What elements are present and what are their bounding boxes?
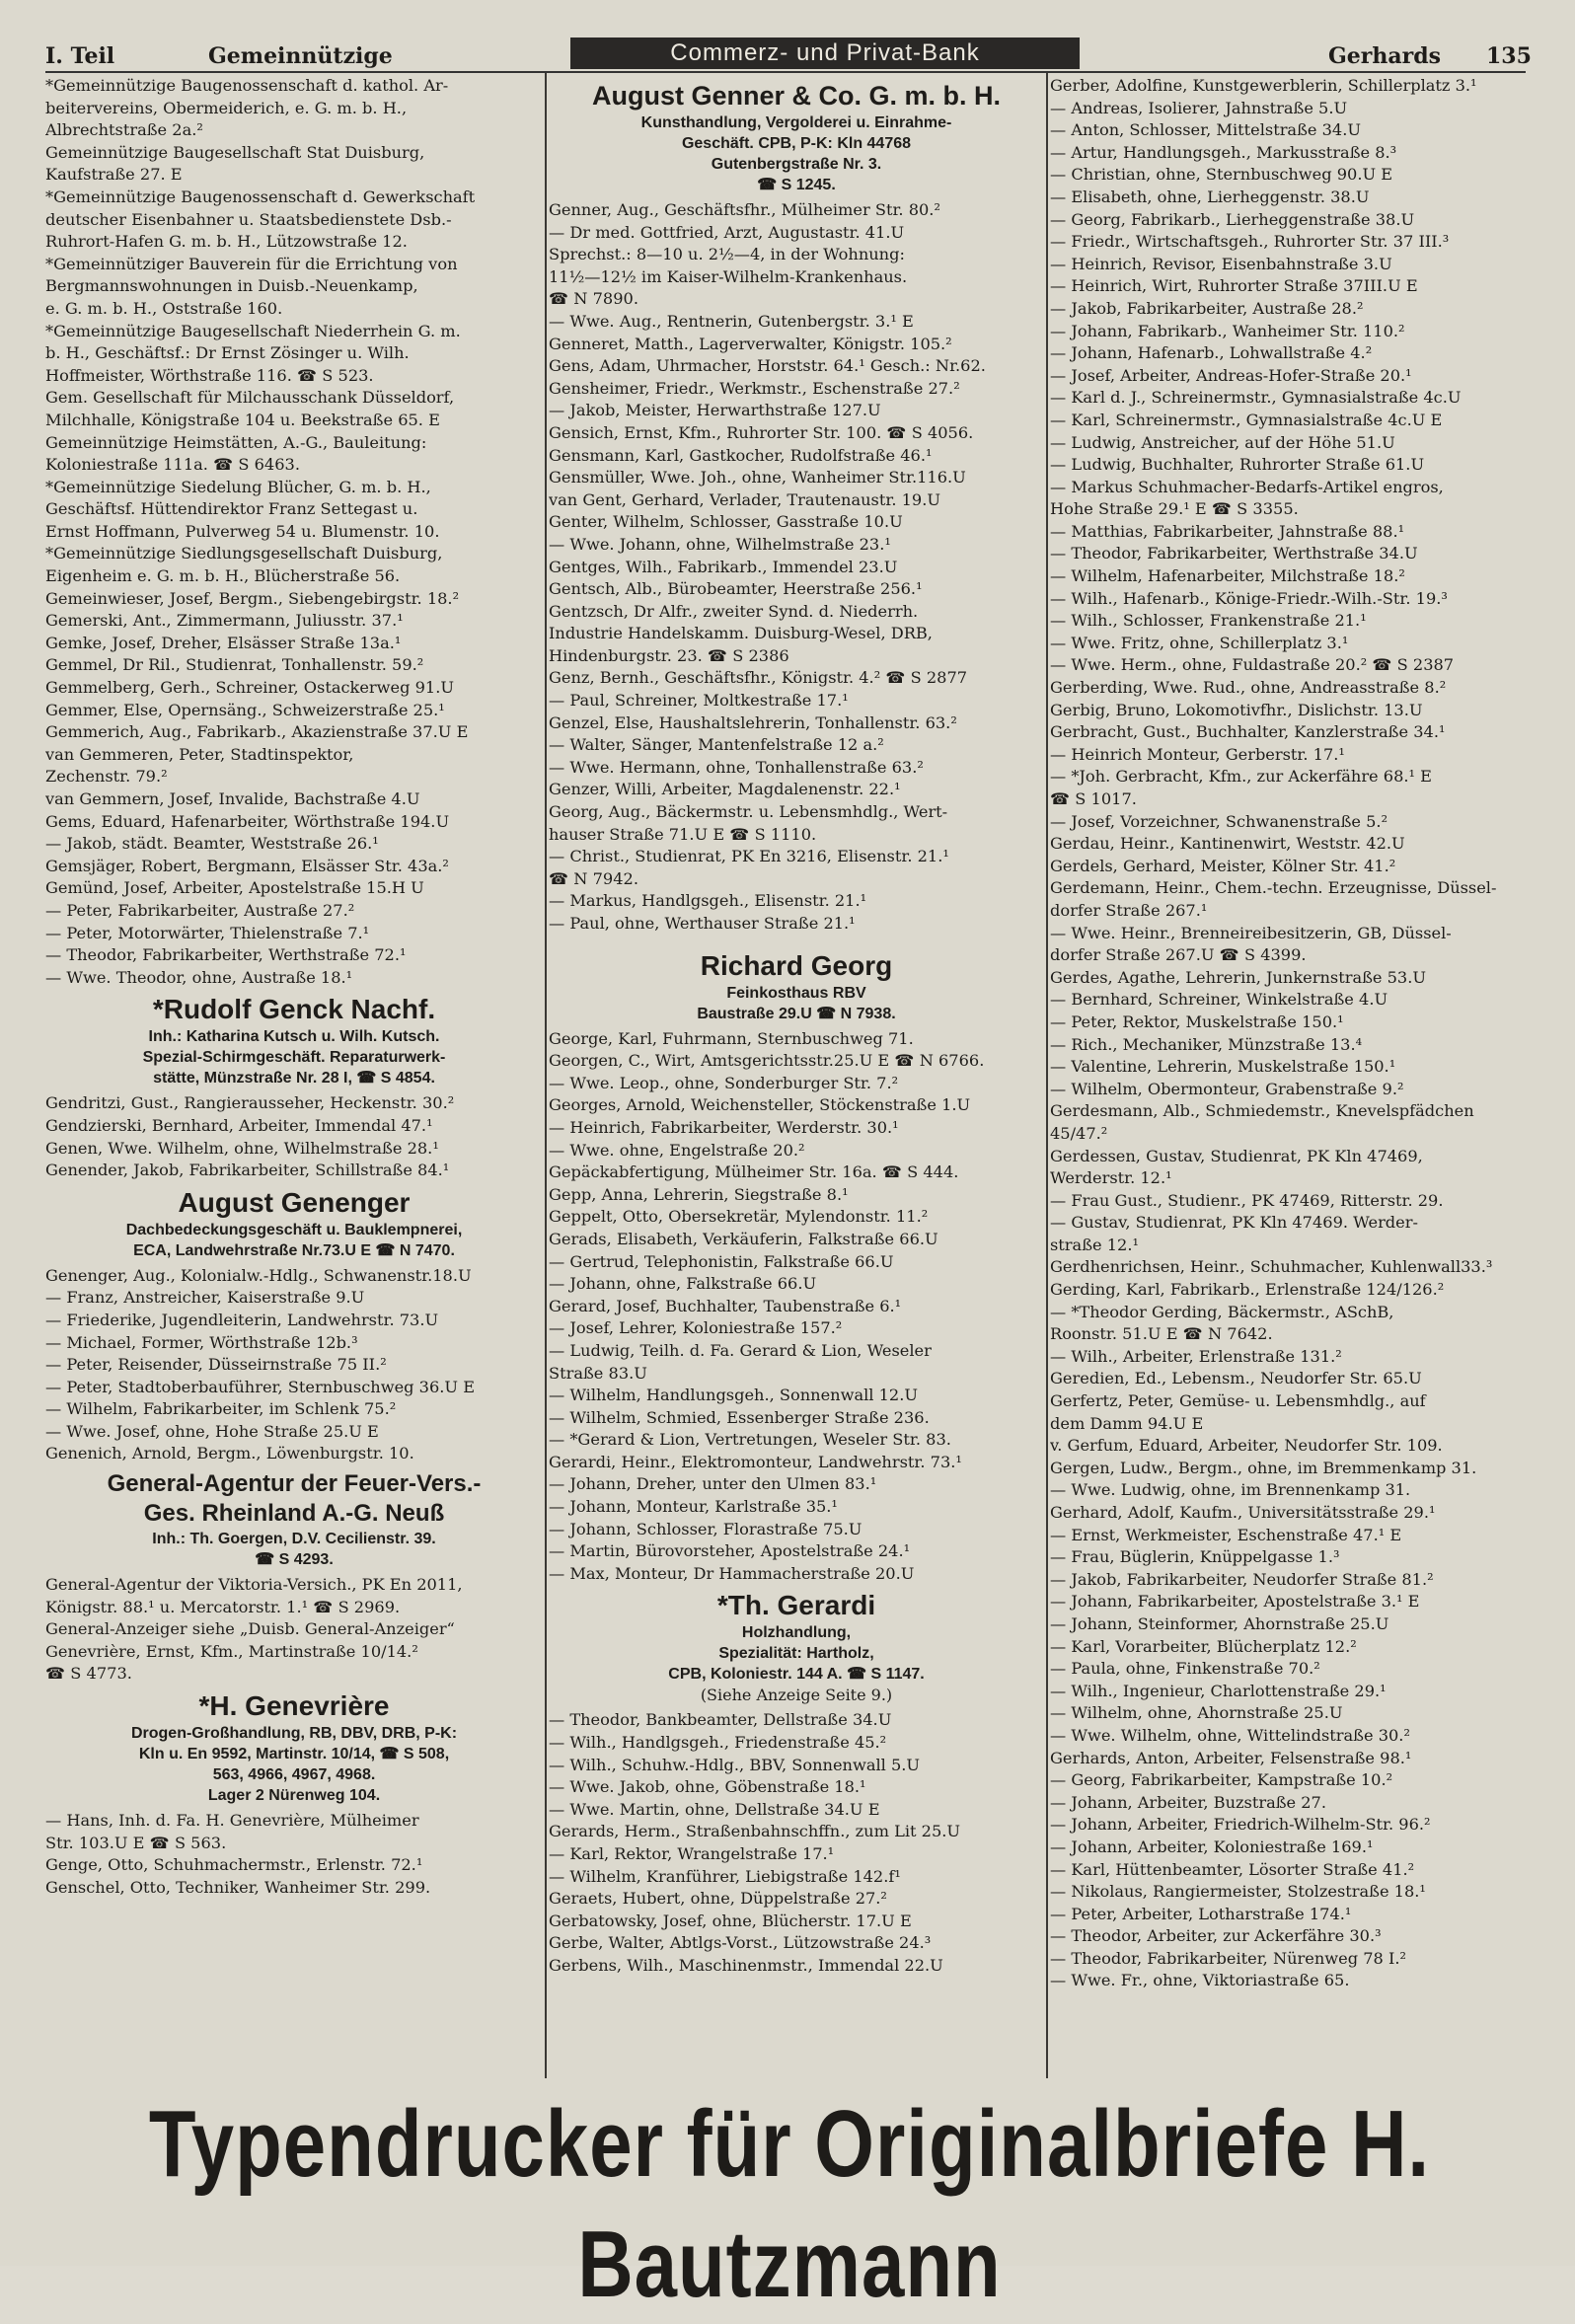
ad-title: Ges. Rheinland A.-G. Neuß xyxy=(143,1500,445,1528)
directory-entry: — Karl d. J., Schreinermstr., Gymnasialstraße 4c.U xyxy=(1050,388,1462,408)
directory-entry: Gerdels, Gerhard, Meister, Kölner Str. 41.² xyxy=(1050,856,1396,875)
directory-entry: Genge, Otto, Schuhmachermstr., Erlenstr. 72.¹ xyxy=(45,1855,423,1875)
directory-entry: Hindenburgstr. 23. ☎ S 2386 xyxy=(549,645,789,665)
directory-entry: — Gustav, Studienrat, PK Kln 47469. Werder- xyxy=(1050,1213,1418,1233)
directory-entry: — Wwe. Aug., Rentnerin, Gutenbergstr. 3.¹ E xyxy=(549,311,914,331)
column-2 xyxy=(549,75,1044,2078)
directory-entry: — *Theodor Gerding, Bäckermstr., ASchB, xyxy=(1050,1302,1394,1321)
directory-entry: Gentsch, Alb., Bürobeamter, Heerstraße 256.¹ xyxy=(549,579,923,599)
directory-entry: General-Agentur der Viktoria-Versich., PK En 2011, xyxy=(45,1575,463,1595)
directory-entry: Gensmann, Karl, Gastkocher, Rudolfstraße 46.¹ xyxy=(549,445,933,465)
directory-entry: Gemerski, Ant., Zimmermann, Juliusstr. 37.¹ xyxy=(45,611,404,631)
directory-entry: Gerbe, Walter, Abtlgs-Vorst., Lützowstraße 24.³ xyxy=(549,1933,932,1953)
directory-entry: — Johann, Fabrikarbeiter, Apostelstraße 3.¹ E xyxy=(1050,1592,1420,1612)
directory-entry: — Jakob, städt. Beamter, Weststraße 26.¹ xyxy=(45,834,379,854)
directory-entry: — Friedr., Wirtschaftsgeh., Ruhrorter Str. 37 III.³ xyxy=(1050,232,1450,252)
directory-entry: Gensheimer, Friedr., Werkmstr., Eschenstraße 27.² xyxy=(549,378,960,398)
directory-entry: — Rich., Mechaniker, Münzstraße 13.⁴ xyxy=(1050,1034,1363,1054)
ad-general-agentur xyxy=(45,1469,543,1570)
directory-entry: *Gemeinnützige Baugenossenschaft d. Gewerkschaft xyxy=(45,187,476,206)
directory-entry: — Wilh., Schuhw.-Hdlg., BBV, Sonnenwall 5.U xyxy=(549,1755,921,1774)
directory-entry: Gerdau, Heinr., Kantinenwirt, Weststr. 42.U xyxy=(1050,834,1405,854)
directory-entry: — Jakob, Meister, Herwarthstraße 127.U xyxy=(549,401,881,420)
directory-entry: Genz, Bernh., Geschäftsfhr., Königstr. 4.² ☎ S 2877 xyxy=(549,668,968,688)
directory-entry: — Johann, Arbeiter, Buzstraße 27. xyxy=(1050,1792,1326,1812)
directory-entry: Kaufstraße 27. E xyxy=(45,165,183,185)
directory-entry: Zechenstr. 79.² xyxy=(45,767,168,787)
ad-line: Kln u. En 9592, Martinstr. 10/14, ☎ S 508, xyxy=(138,1746,450,1763)
directory-entry: — Michael, Former, Wörthstraße 12b.³ xyxy=(45,1332,358,1352)
directory-entry: — Theodor, Fabrikarbeiter, Nürenweg 78 I.² xyxy=(1050,1948,1406,1968)
directory-entry: Gerdhenrichsen, Heinr., Schuhmacher, Kuhlenwall33.³ xyxy=(1050,1257,1493,1277)
directory-entry: — Wwe. Leop., ohne, Sonderburger Str. 7.² xyxy=(549,1073,899,1092)
directory-entry: — Karl, Hüttenbeamter, Lösorter Straße 41.² xyxy=(1050,1859,1415,1879)
directory-entry: Gensich, Ernst, Kfm., Ruhrorter Str. 100. ☎ S 4056. xyxy=(549,422,974,442)
section-keyword-right: Gerhards xyxy=(1328,43,1441,69)
ad-line: CPB, Koloniestr. 144 A. ☎ S 1147. xyxy=(668,1666,925,1684)
directory-entry: Gerding, Karl, Fabrikarb., Erlenstraße 124/126.² xyxy=(1050,1280,1445,1300)
directory-entry: — Christ., Studienrat, PK En 3216, Elisenstr. 21.¹ xyxy=(549,847,949,866)
directory-entry: ☎ N 7942. xyxy=(549,868,638,888)
directory-entry: — Theodor, Fabrikarbeiter, Werthstraße 34.U xyxy=(1050,544,1418,563)
directory-entry: — Paula, ohne, Finkenstraße 70.² xyxy=(1050,1659,1320,1679)
directory-entry: — Wilhelm, Kranführer, Liebigstraße 142.f¹ xyxy=(549,1866,901,1886)
directory-entry: Gemke, Josef, Dreher, Elsässer Straße 13a.¹ xyxy=(45,633,402,652)
directory-entry: Genenich, Arnold, Bergm., Löwenburgstr. 10. xyxy=(45,1444,414,1463)
directory-entry: Gepäckabfertigung, Mülheimer Str. 16a. ☎ S 444. xyxy=(549,1162,959,1182)
directory-entry: Hohe Straße 29.¹ E ☎ S 3355. xyxy=(1050,499,1299,519)
directory-entry: van Gemmern, Josef, Invalide, Bachstraße 4.U xyxy=(45,789,420,808)
directory-entry: ☎ S 4773. xyxy=(45,1664,132,1684)
directory-entry: Gerfertz, Peter, Gemüse- u. Lebensmhdlg., auf xyxy=(1050,1391,1426,1411)
ad-line: Spezialität: Hartholz, xyxy=(718,1645,874,1663)
ad-title: August Genenger xyxy=(178,1186,411,1218)
directory-entry: — Wilh., Schlosser, Frankenstraße 21.¹ xyxy=(1050,611,1367,631)
directory-entry: Ernst Hoffmann, Pulverweg 54 u. Blumenstr. 10. xyxy=(45,521,440,541)
directory-entry: — Andreas, Isolierer, Jahnstraße 5.U xyxy=(1050,98,1348,117)
ad-line: Feinkosthaus RBV xyxy=(726,984,866,1002)
directory-entry: — Karl, Vorarbeiter, Blücherplatz 12.² xyxy=(1050,1636,1357,1656)
directory-entry: — Artur, Handlungsgeh., Markusstraße 8.³ xyxy=(1050,142,1397,162)
directory-entry: Str. 103.U E ☎ S 563. xyxy=(45,1833,227,1852)
directory-entry: — Walter, Sänger, Mantenfelstraße 12 a.² xyxy=(549,735,884,755)
directory-entry: ☎ S 1017. xyxy=(1050,789,1137,808)
ad-rudolf-genck xyxy=(45,993,543,1088)
directory-entry: e. G. m. b. H., Oststraße 160. xyxy=(45,298,283,318)
directory-entry: Gemeinwieser, Josef, Bergm., Siebengebirgstr. 18.² xyxy=(45,588,460,608)
entries-block xyxy=(549,1028,1044,1586)
entries-block xyxy=(549,1709,1044,1977)
directory-entry: van Gemmeren, Peter, Stadtinspektor, xyxy=(45,744,354,764)
directory-entry: dorfer Straße 267.U ☎ S 4399. xyxy=(1050,945,1307,965)
directory-entry: — Peter, Rektor, Muskelstraße 150.¹ xyxy=(1050,1012,1344,1031)
directory-entry: — Wwe. Ludwig, ohne, im Brennenkamp 31. xyxy=(1050,1480,1411,1500)
directory-entry: — Johann, Arbeiter, Koloniestraße 169.¹ xyxy=(1050,1837,1374,1856)
directory-entry: Gemeinnützige Baugesellschaft Stat Duisburg, xyxy=(45,142,425,162)
directory-entry: Straße 83.U xyxy=(549,1363,647,1383)
directory-entry: Eigenheim e. G. m. b. H., Blücherstraße 56. xyxy=(45,566,401,586)
directory-entry: Gerards, Herm., Straßenbahnschffn., zum Lit 25.U xyxy=(549,1822,961,1841)
directory-entry: Gerbatowsky, Josef, ohne, Blücherstr. 17.U E xyxy=(549,1911,912,1930)
ad-line: Kunsthandlung, Vergolderei u. Einrahme- xyxy=(640,114,952,131)
directory-entry: Ruhrort-Hafen G. m. b. H., Lützowstraße 12. xyxy=(45,232,408,252)
directory-entry: 45/47.² xyxy=(1050,1123,1108,1143)
directory-entry: — Nikolaus, Rangiermeister, Stolzestraße 18.¹ xyxy=(1050,1882,1426,1902)
directory-entry: beitervereins, Obermeiderich, e. G. m. b. H., xyxy=(45,98,408,117)
page-number: 135 xyxy=(1486,43,1532,69)
directory-entry: Georg, Aug., Bäckermstr. u. Lebensmhdlg., Wert- xyxy=(549,802,948,822)
directory-entry: Gentzsch, Dr Alfr., zweiter Synd. d. Niederrh. xyxy=(549,601,919,621)
bank-banner: Commerz- und Privat-Bank xyxy=(570,37,1080,69)
directory-entry: George, Karl, Fuhrmann, Sternbuschweg 71. xyxy=(549,1028,914,1048)
directory-entry: Georges, Arnold, Weichensteller, Stöckenstraße 1.U xyxy=(549,1095,971,1115)
directory-entry: General-Anzeiger siehe „Duisb. General-Anzeiger“ xyxy=(45,1619,455,1639)
directory-entry: Genneret, Matth., Lagerverwalter, Königstr. 105.² xyxy=(549,334,952,353)
directory-entry: Gerhards, Anton, Arbeiter, Felsenstraße 98.¹ xyxy=(1050,1748,1412,1767)
directory-entry: Gerberding, Wwe. Rud., ohne, Andreasstraße 8.² xyxy=(1050,678,1447,698)
ad-line: Spezial-Schirmgeschäft. Reparaturwerk- xyxy=(142,1049,446,1067)
directory-entry: — Karl, Rektor, Wrangelstraße 17.¹ xyxy=(549,1844,835,1863)
directory-entry: — Josef, Lehrer, Koloniestraße 157.² xyxy=(549,1318,843,1338)
entries-block xyxy=(549,199,1044,936)
directory-entry: — Anton, Schlosser, Mittelstraße 34.U xyxy=(1050,120,1362,140)
directory-entry: — Friederike, Jugendleiterin, Landwehrstr. 73.U xyxy=(45,1310,439,1329)
directory-entry: hauser Straße 71.U E ☎ S 1110. xyxy=(549,824,817,844)
section-keyword-left: Gemeinnützige xyxy=(208,43,393,69)
ad-august-genenger xyxy=(45,1186,543,1261)
directory-entry: — Wwe. Heinr., Brenneireibesitzerin, GB, Düssel- xyxy=(1050,923,1452,942)
directory-entry: *Gemeinnützige Siedelung Blücher, G. m. b. H., xyxy=(45,477,431,496)
directory-entry: Gens, Adam, Uhrmacher, Horststr. 64.¹ Gesch.: Nr.62. xyxy=(549,356,986,376)
directory-entry: — *Joh. Gerbracht, Kfm., zur Ackerfähre 68.¹ E xyxy=(1050,767,1432,787)
column-1 xyxy=(45,75,543,2078)
directory-entry: Roonstr. 51.U E ☎ N 7642. xyxy=(1050,1324,1273,1344)
entries-block xyxy=(45,1810,543,1899)
directory-entry: — Paul, ohne, Werthauser Straße 21.¹ xyxy=(549,914,856,933)
ad-line: Gutenbergstraße Nr. 3. xyxy=(711,156,882,173)
directory-entry: — Wwe. Hermann, ohne, Tonhallenstraße 63.² xyxy=(549,757,924,777)
directory-entry: — Matthias, Fabrikarbeiter, Jahnstraße 88.¹ xyxy=(1050,521,1405,541)
ad-line: Inh.: Th. Goergen, D.V. Cecilienstr. 39. xyxy=(152,1531,436,1548)
directory-entry: — Georg, Fabrikarbeiter, Kampstraße 10.² xyxy=(1050,1770,1393,1790)
directory-entry: Gerbig, Bruno, Lokomotivfhr., Dislichstr. 13.U xyxy=(1050,700,1423,719)
directory-entry: — Johann, Hafenarb., Lohwallstraße 4.² xyxy=(1050,343,1373,363)
directory-entry: — Wilhelm, Hafenarbeiter, Milchstraße 18.² xyxy=(1050,566,1405,586)
directory-entry: Albrechtstraße 2a.² xyxy=(45,120,203,140)
directory-entry: Gerard, Josef, Buchhalter, Taubenstraße 6.¹ xyxy=(549,1296,902,1315)
entries-block xyxy=(45,75,543,989)
directory-entry: — Peter, Fabrikarbeiter, Austraße 27.² xyxy=(45,900,355,920)
directory-entry: — Ludwig, Teilh. d. Fa. Gerard & Lion, Weseler xyxy=(549,1340,932,1360)
directory-entry: Gerbens, Wilh., Maschinenmstr., Immendal 22.U xyxy=(549,1955,943,1975)
directory-entry: — Wwe. Josef, ohne, Hohe Straße 25.U E xyxy=(45,1421,379,1441)
directory-entry: — Wilhelm, Fabrikarbeiter, im Schlenk 75.² xyxy=(45,1399,397,1419)
directory-entry: — Christian, ohne, Sternbuschweg 90.U E xyxy=(1050,165,1393,185)
ad-line: Baustraße 29.U ☎ N 7938. xyxy=(697,1005,896,1022)
directory-entry: — Johann, Fabrikarb., Wanheimer Str. 110.² xyxy=(1050,321,1405,340)
directory-entry: Gemünd, Josef, Arbeiter, Apostelstraße 15.H U xyxy=(45,878,424,898)
directory-entry: — Wilh., Hafenarb., Könige-Friedr.-Wilh.-Str. 19.³ xyxy=(1050,588,1448,608)
directory-entry: — Max, Monteur, Dr Hammacherstraße 20.U xyxy=(549,1563,915,1583)
directory-entry: b. H., Geschäftsf.: Dr Ernst Zösinger u. Wilh. xyxy=(45,343,410,363)
directory-entry: Genen, Wwe. Wilhelm, ohne, Wilhelmstraße 28.¹ xyxy=(45,1138,439,1158)
ad-title: *Rudolf Genck Nachf. xyxy=(152,994,436,1025)
directory-entry: Genzer, Willi, Arbeiter, Magdalenenstr. 22.¹ xyxy=(549,780,901,799)
directory-entry: — Valentine, Lehrerin, Muskelstraße 150.¹ xyxy=(1050,1057,1396,1077)
directory-entry: Gerdesmann, Alb., Schmiedemstr., Knevelspfädchen xyxy=(1050,1101,1474,1121)
entries-block xyxy=(45,1574,543,1686)
column-divider xyxy=(545,73,547,2078)
directory-entry: Gerbracht, Gust., Buchhalter, Kanzlerstraße 34.¹ xyxy=(1050,722,1446,742)
ad-title: August Genner & Co. G. m. b. H. xyxy=(591,81,1002,111)
directory-entry: — Theodor, Bankbeamter, Dellstraße 34.U xyxy=(549,1710,892,1730)
directory-entry: — Wwe. Theodor, ohne, Austraße 18.¹ xyxy=(45,967,353,987)
footer-advertisement: Typendrucker für Originalbriefe H. Bautzmann xyxy=(148,2090,1431,2317)
ad-line: Drogen-Großhandlung, RB, DBV, DRB, P-K: xyxy=(130,1725,458,1743)
ad-richard-georg xyxy=(549,949,1044,1024)
ad-owner: Inh.: Katharina Kutsch u. Wilh. Kutsch. xyxy=(148,1028,440,1046)
directory-entry: — Franz, Anstreicher, Kaiserstraße 9.U xyxy=(45,1288,365,1308)
ad-line: Dachbedeckungsgeschäft u. Bauklempnerei, xyxy=(125,1221,463,1238)
directory-entry: *Gemeinnütziger Bauverein für die Errichtung von xyxy=(45,254,458,273)
directory-entry: — Josef, Vorzeichner, Schwanenstraße 5.² xyxy=(1050,811,1388,831)
directory-entry: — Wilh., Arbeiter, Erlenstraße 131.² xyxy=(1050,1346,1342,1366)
directory-entry: *Gemeinnützige Siedlungsgesellschaft Duisburg, xyxy=(45,544,443,563)
directory-entry: — Johann, ohne, Falkstraße 66.U xyxy=(549,1274,817,1294)
directory-entry: straße 12.¹ xyxy=(1050,1235,1139,1254)
ad-th-gerardi xyxy=(549,1589,1044,1705)
directory-entry: Genter, Wilhelm, Schlosser, Gasstraße 10.U xyxy=(549,512,903,532)
directory-entry: dem Damm 94.U E xyxy=(1050,1413,1204,1433)
directory-entry: Sprechst.: 8—10 u. 2½—4, in der Wohnung: xyxy=(549,245,905,264)
directory-entry: Königstr. 88.¹ u. Mercatorstr. 1.¹ ☎ S 2969. xyxy=(45,1597,401,1616)
running-header xyxy=(45,37,1532,73)
ad-line: ☎ S 1245. xyxy=(757,177,836,193)
directory-entry: — Frau Gust., Studienr., PK 47469, Ritterstr. 29. xyxy=(1050,1190,1444,1210)
directory-entry: — Ernst, Werkmeister, Eschenstraße 47.¹ E xyxy=(1050,1525,1402,1544)
directory-entry: — Wwe. Wilhelm, ohne, Wittelindstraße 30.² xyxy=(1050,1725,1410,1745)
directory-entry: — Karl, Schreinermstr., Gymnasialstraße 4c.U E xyxy=(1050,410,1443,429)
directory-entry: Genzel, Else, Haushaltslehrerin, Tonhallenstr. 63.² xyxy=(549,712,957,732)
directory-entry: — Wilhelm, Schmied, Essenberger Straße 236. xyxy=(549,1407,930,1427)
ad-line: ECA, Landwehrstraße Nr.73.U E ☎ N 7470. xyxy=(133,1241,455,1259)
directory-entry: Gentges, Wilh., Fabrikarb., Immendel 23.U xyxy=(549,557,898,576)
directory-entry: Gemmer, Else, Opernsäng., Schweizerstraße 25.¹ xyxy=(45,700,445,719)
entries-block xyxy=(45,1265,543,1465)
directory-entry: — Gertrud, Telephonistin, Falkstraße 66.U xyxy=(549,1251,894,1271)
directory-entry: Gemsjäger, Robert, Bergmann, Elsässer Str. 43a.² xyxy=(45,856,449,875)
directory-entry: Gem. Gesellschaft für Milchausschank Düsseldorf, xyxy=(45,388,455,408)
ad-h-genevriere xyxy=(45,1689,543,1806)
directory-entry: — Johann, Steinformer, Ahornstraße 25.U xyxy=(1050,1613,1389,1633)
directory-entry: — Frau, Büglerin, Knüppelgasse 1.³ xyxy=(1050,1547,1340,1567)
directory-entry: — Peter, Stadtoberbauführer, Sternbuschweg 36.U E xyxy=(45,1377,476,1396)
directory-entry: Genner, Aug., Geschäftsfhr., Mülheimer Str. 80.² xyxy=(549,200,940,219)
directory-entry: — Wilh., Handlgsgeh., Friedenstraße 45.² xyxy=(549,1733,887,1753)
directory-entry: Gemmerich, Aug., Fabrikarb., Akazienstraße 37.U E xyxy=(45,722,469,742)
ad-line: 563, 4966, 4967, 4968. xyxy=(212,1766,376,1784)
ad-line: stätte, Münzstraße Nr. 28 I, ☎ S 4854. xyxy=(153,1070,435,1087)
directory-entry: — *Gerard & Lion, Vertretungen, Weseler Str. 83. xyxy=(549,1430,951,1450)
ad-august-genner xyxy=(549,79,1044,195)
directory-entry: — Peter, Motorwärter, Thielenstraße 7.¹ xyxy=(45,923,370,942)
directory-entry: — Theodor, Arbeiter, zur Ackerfähre 30.³ xyxy=(1050,1926,1382,1946)
entries-block xyxy=(1050,75,1530,1992)
directory-entry: Gerdemann, Heinr., Chem.-techn. Erzeugnisse, Düssel- xyxy=(1050,878,1497,898)
directory-entry: Milchhalle, Königstraße 104 u. Beekstraße 65. E xyxy=(45,410,440,429)
directory-entry: Gerdessen, Gustav, Studienrat, PK Kln 47469, xyxy=(1050,1146,1423,1165)
ad-title: *Th. Gerardi xyxy=(716,1590,876,1621)
directory-entry: Gerhard, Adolf, Kaufm., Universitätsstraße 29.¹ xyxy=(1050,1503,1436,1522)
directory-entry: Bergmannswohnungen in Duisb.-Neuenkamp, xyxy=(45,276,418,296)
directory-entry: — Georg, Fabrikarb., Lierheggenstraße 38.U xyxy=(1050,209,1415,229)
directory-entry: — Johann, Arbeiter, Friedrich-Wilhelm-Str. 96.² xyxy=(1050,1815,1431,1835)
ad-title: *H. Genevrière xyxy=(198,1690,390,1722)
directory-entry: *Gemeinnützige Baugenossenschaft d. kathol. Ar- xyxy=(45,76,449,95)
directory-entry: — Heinrich, Revisor, Eisenbahnstraße 3.U xyxy=(1050,254,1392,273)
directory-entry: Georgen, C., Wirt, Amtsgerichtsstr.25.U E ☎ N 6766. xyxy=(549,1051,985,1071)
directory-entry: Gerber, Adolfine, Kunstgewerblerin, Schillerplatz 3.¹ xyxy=(1050,76,1477,95)
directory-entry: Genender, Jakob, Fabrikarbeiter, Schillstraße 84.¹ xyxy=(45,1161,450,1180)
directory-entry: — Wilh., Ingenieur, Charlottenstraße 29.¹ xyxy=(1050,1681,1387,1700)
directory-entry: Gensmüller, Wwe. Joh., ohne, Wanheimer Str.116.U xyxy=(549,468,966,487)
directory-entry: — Elisabeth, ohne, Lierheggenstr. 38.U xyxy=(1050,187,1370,206)
directory-entry: ☎ N 7890. xyxy=(549,289,638,309)
directory-entry: deutscher Eisenbahner u. Staatsbedienstete Dsb.- xyxy=(45,209,452,229)
directory-entry: — Theodor, Fabrikarbeiter, Werthstraße 72.¹ xyxy=(45,945,407,965)
directory-entry: Gerardi, Heinr., Elektromonteur, Landwehrstr. 73.¹ xyxy=(549,1452,962,1471)
directory-entry: — Johann, Schlosser, Florastraße 75.U xyxy=(549,1519,862,1538)
directory-entry: — Wilhelm, ohne, Ahornstraße 25.U xyxy=(1050,1703,1343,1723)
directory-entry: Hoffmeister, Wörthstraße 116. ☎ S 523. xyxy=(45,365,374,385)
directory-entry: — Paul, Schreiner, Moltkestraße 17.¹ xyxy=(549,691,849,711)
ad-line: ☎ S 4293. xyxy=(255,1551,334,1569)
directory-entry: Gepp, Anna, Lehrerin, Siegstraße 8.¹ xyxy=(549,1184,849,1204)
directory-entry: — Heinrich Monteur, Gerberstr. 17.¹ xyxy=(1050,744,1345,764)
directory-entry: — Ludwig, Buchhalter, Ruhrorter Straße 61.U xyxy=(1050,455,1425,475)
ad-title: General-Agentur der Feuer-Vers.- xyxy=(107,1470,482,1498)
directory-entry: — Markus, Handlgsgeh., Elisenstr. 21.¹ xyxy=(549,891,867,911)
directory-entry: dorfer Straße 267.¹ xyxy=(1050,900,1208,920)
directory-entry: Genenger, Aug., Kolonialw.-Hdlg., Schwanenstr.18.U xyxy=(45,1265,472,1285)
directory-entry: Gemeinnützige Heimstätten, A.-G., Bauleitung: xyxy=(45,432,427,452)
directory-entry: Genschel, Otto, Techniker, Wanheimer Str. 299. xyxy=(45,1877,431,1897)
directory-entry: Koloniestraße 111a. ☎ S 6463. xyxy=(45,455,300,475)
directory-entry: Gems, Eduard, Hafenarbeiter, Wörthstraße 194.U xyxy=(45,811,450,831)
directory-entry: — Heinrich, Wirt, Ruhrorter Straße 37III.U E xyxy=(1050,276,1418,296)
directory-entry: Geschäftsf. Hüttendirektor Franz Settegast u. xyxy=(45,499,418,519)
directory-entry: *Gemeinnützige Baugesellschaft Niederrhein G. m. xyxy=(45,321,461,340)
directory-entry: — Jakob, Fabrikarbeiter, Neudorfer Straße 81.² xyxy=(1050,1569,1434,1589)
directory-entry: Gerads, Elisabeth, Verkäuferin, Falkstraße 66.U xyxy=(549,1229,938,1248)
directory-entry: Werderstr. 12.¹ xyxy=(1050,1168,1172,1188)
directory-entry: — Martin, Bürovorsteher, Apostelstraße 24.¹ xyxy=(549,1541,911,1561)
directory-entry: Geppelt, Otto, Obersekretär, Mylendonstr. 11.² xyxy=(549,1207,929,1227)
directory-entry: Gendzierski, Bernhard, Arbeiter, Immendal 47.¹ xyxy=(45,1115,433,1135)
directory-entry: Gendritzi, Gust., Rangierausseher, Heckenstr. 30.² xyxy=(45,1093,455,1113)
ad-line: (Siehe Anzeige Seite 9.) xyxy=(700,1686,893,1705)
directory-entry: — Wwe. Johann, ohne, Wilhelmstraße 23.¹ xyxy=(549,534,891,554)
directory-entry: — Wilhelm, Handlungsgeh., Sonnenwall 12.U xyxy=(549,1386,919,1405)
directory-entry: — Markus Schuhmacher-Bedarfs-Artikel engros, xyxy=(1050,477,1444,496)
directory-entry: — Johann, Monteur, Karlstraße 35.¹ xyxy=(549,1497,838,1517)
ad-line: Holzhandlung, xyxy=(741,1624,852,1642)
directory-entry: Geraets, Hubert, ohne, Düppelstraße 27.² xyxy=(549,1889,887,1909)
directory-entry: Genevrière, Ernst, Kfm., Martinstraße 10/14.² xyxy=(45,1641,418,1661)
directory-entry: Gemmelberg, Gerh., Schreiner, Ostackerweg 91.U xyxy=(45,678,454,698)
directory-entry: van Gent, Gerhard, Verlader, Trautenaustr. 19.U xyxy=(549,489,941,509)
column-divider xyxy=(1046,73,1048,2078)
ad-line: Lager 2 Nürenweg 104. xyxy=(207,1787,381,1805)
directory-entry: 11½—12½ im Kaiser-Wilhelm-Krankenhaus. xyxy=(549,266,908,286)
directory-entry: Geredien, Ed., Lebensm., Neudorfer Str. 65.U xyxy=(1050,1369,1422,1388)
directory-entry: — Johann, Dreher, unter den Ulmen 83.¹ xyxy=(549,1474,877,1494)
directory-entry: — Wwe. Martin, ohne, Dellstraße 34.U E xyxy=(549,1799,880,1819)
directory-entry: — Wwe. Fr., ohne, Viktoriastraße 65. xyxy=(1050,1971,1350,1990)
directory-entry: — Peter, Arbeiter, Lotharstraße 174.¹ xyxy=(1050,1904,1352,1923)
directory-entry: v. Gerfum, Eduard, Arbeiter, Neudorfer Str. 109. xyxy=(1050,1436,1443,1456)
directory-entry: Gemmel, Dr Ril., Studienrat, Tonhallenstr. 59.² xyxy=(45,655,424,675)
directory-entry: Gerdes, Agathe, Lehrerin, Junkernstraße 53.U xyxy=(1050,967,1427,987)
entries-block xyxy=(45,1092,543,1181)
directory-entry: Industrie Handelskamm. Duisburg-Wesel, DRB, xyxy=(549,624,933,643)
column-3 xyxy=(1050,75,1530,2078)
directory-entry: Gergen, Ludw., Bergm., ohne, im Bremmenkamp 31. xyxy=(1050,1458,1477,1477)
directory-entry: — Peter, Reisender, Düsseirnstraße 75 II.² xyxy=(45,1355,387,1375)
directory-entry: — Wwe. Fritz, ohne, Schillerplatz 3.¹ xyxy=(1050,633,1349,652)
directory-entry: — Bernhard, Schreiner, Winkelstraße 4.U xyxy=(1050,990,1388,1010)
directory-entry: — Wwe. ohne, Engelstraße 20.² xyxy=(549,1140,805,1160)
directory-entry: — Heinrich, Fabrikarbeiter, Werderstr. 30.¹ xyxy=(549,1117,899,1137)
header-rule xyxy=(45,71,1526,73)
directory-entry: — Wilhelm, Obermonteur, Grabenstraße 9.² xyxy=(1050,1079,1404,1098)
directory-entry: — Hans, Inh. d. Fa. H. Genevrière, Mülheimer xyxy=(45,1811,419,1831)
directory-entry: — Jakob, Fabrikarbeiter, Austraße 28.² xyxy=(1050,298,1364,318)
directory-entry: — Dr med. Gottfried, Arzt, Augustastr. 41.U xyxy=(549,222,905,242)
ad-title: Richard Georg xyxy=(700,949,893,981)
directory-entry: — Wwe. Jakob, ohne, Göbenstraße 18.¹ xyxy=(549,1777,866,1797)
directory-entry: — Wwe. Herm., ohne, Fuldastraße 20.² ☎ S 2387 xyxy=(1050,655,1455,675)
ad-line: Geschäft. CPB, P-K: Kln 44768 xyxy=(681,135,912,152)
part-label: I. Teil xyxy=(45,43,115,69)
directory-entry: — Josef, Arbeiter, Andreas-Hofer-Straße 20.¹ xyxy=(1050,365,1412,385)
directory-entry: — Ludwig, Anstreicher, auf der Höhe 51.U xyxy=(1050,432,1395,452)
